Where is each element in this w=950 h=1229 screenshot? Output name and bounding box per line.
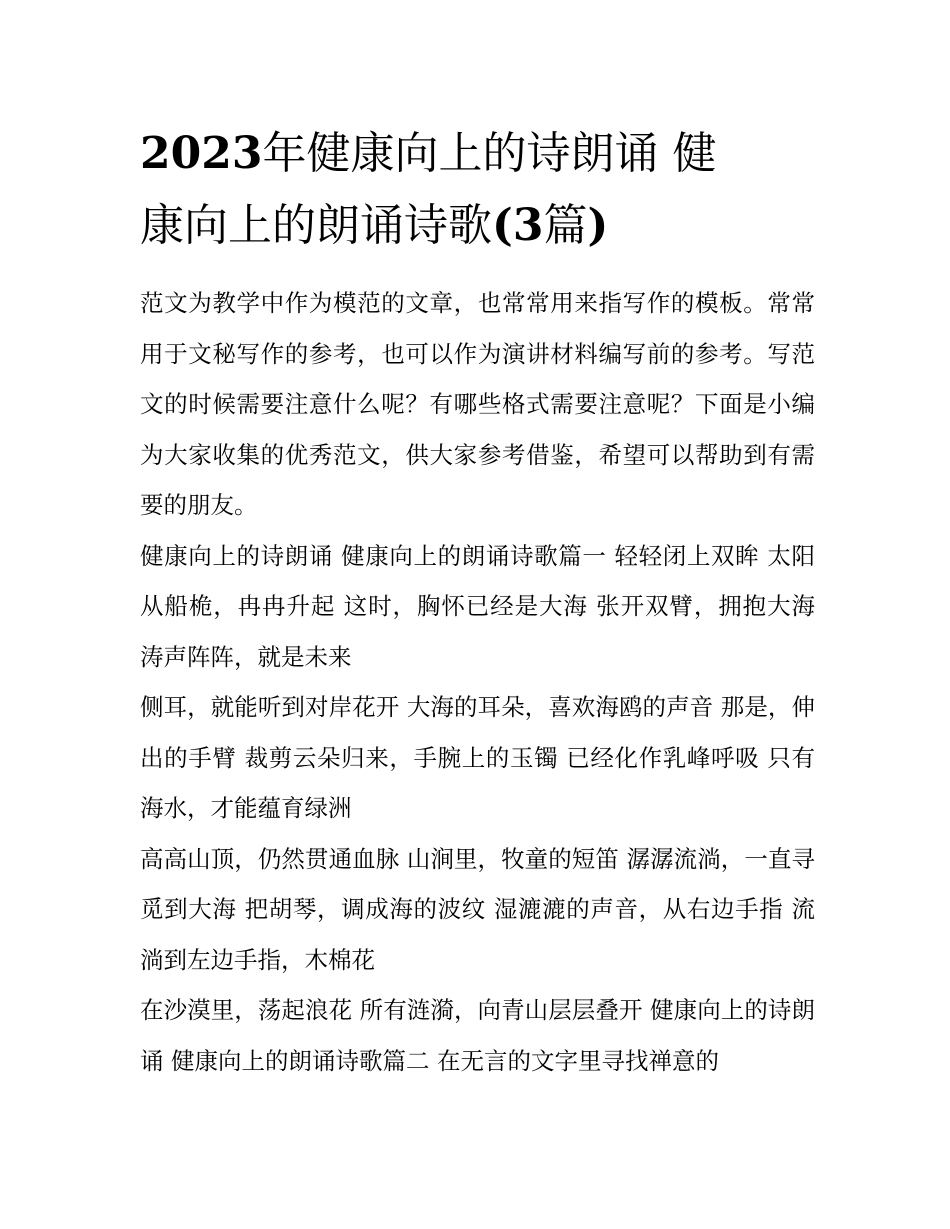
document-body: [140, 278, 815, 1086]
title-count-unit: 篇: [543, 200, 588, 251]
title-line: [140, 128, 716, 179]
poem-paragraph: 侧耳，就能听到对岸花开 大海的耳朵，喜欢海鸥的声音 那是，伸出的手臂 裁剪云朵归来，手腕上的玉镯 已经化作乳峰呼吸 只有海水，才能蕴育绿洲: [140, 693, 815, 822]
title-count-open: (3: [492, 200, 544, 251]
document-title: [140, 118, 820, 262]
poem-paragraph: 健康向上的诗朗诵 健康向上的朗诵诗歌篇一 轻轻闭上双眸 太阳从船桅，冉冉升起 这时，胸怀已经是大海 张开双臂，拥抱大海 涛声阵阵，就是未来: [140, 541, 815, 671]
title-text: 年健康向上的诗朗诵 健: [262, 128, 717, 179]
title-count-close: ): [587, 200, 609, 251]
title-line: [140, 200, 608, 251]
intro-paragraph: 范文为教学中作为模范的文章，也常常用来指写作的模板。常常用于文秘写作的参考，也可以作为演讲材料编写前的参考。写范文的时候需要注意什么呢？有哪些格式需要注意呢？下面是小编为大家收集的优秀范文，供大家参考借鉴，希望可以帮助到有需要的朋友。: [140, 289, 815, 519]
title-text: 康向上的朗诵诗歌: [140, 200, 492, 251]
poem-paragraph: 高高山顶，仍然贯通血脉 山涧里，牧童的短笛 潺潺流淌，一直寻觅到大海 把胡琴，调成海的波纹 湿漉漉的声音，从右边手指 流淌到左边手指，木棉花: [140, 844, 815, 974]
title-year: 2023: [140, 128, 263, 179]
poem-paragraph: 在沙漠里，荡起浪花 所有涟漪，向青山层层叠开 健康向上的诗朗诵 健康向上的朗诵诗歌篇二 在无言的文字里寻找禅意的: [140, 996, 815, 1075]
